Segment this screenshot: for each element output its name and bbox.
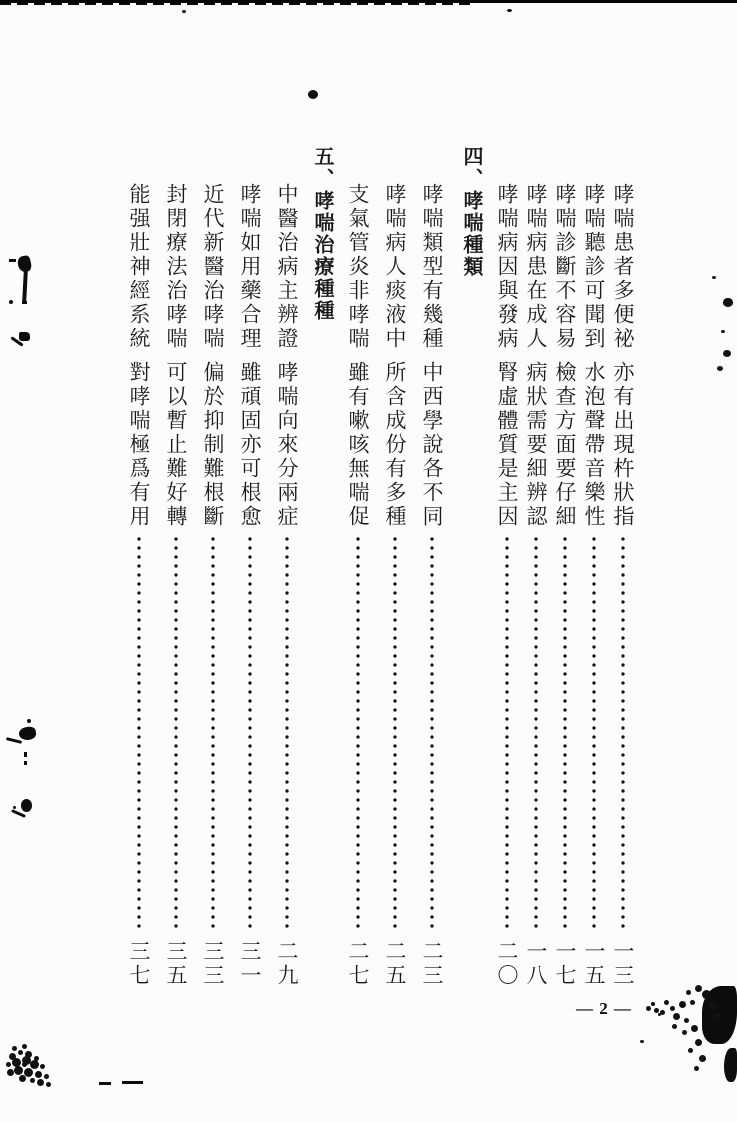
scan-speck bbox=[22, 301, 27, 304]
dotted-leader bbox=[248, 537, 252, 933]
section-heading-text: 五、哮喘治療種種 bbox=[311, 146, 333, 322]
entry-page-number: 三五 bbox=[164, 940, 188, 988]
entry-page-number: 一五 bbox=[582, 940, 606, 988]
scan-bottom-left-speckles bbox=[22, 1062, 27, 1067]
scan-speck bbox=[13, 806, 16, 809]
dotted-leader bbox=[174, 537, 178, 933]
toc-entry bbox=[376, 146, 413, 988]
scan-ink-blob bbox=[18, 726, 37, 741]
scan-speck bbox=[9, 300, 13, 304]
scan-speck bbox=[99, 1082, 111, 1085]
entry-line-2: 雖有嗽咳無喘促 bbox=[346, 361, 370, 529]
scan-bottom-right-speckles bbox=[690, 1000, 695, 1005]
scan-speck bbox=[122, 1081, 143, 1084]
toc-entry bbox=[157, 146, 194, 988]
entry-line-2: 所含成份有多種 bbox=[383, 361, 407, 529]
table-of-contents bbox=[120, 146, 637, 988]
entry-line-2: 亦有出現杵狀指 bbox=[611, 361, 635, 529]
entry-page-number: 三七 bbox=[127, 940, 151, 988]
entry-page-number: 一八 bbox=[524, 940, 548, 988]
entry-line-1: 支氣管炎非哮喘 bbox=[346, 183, 370, 351]
scan-top-edge-strip-rough bbox=[0, 3, 470, 5]
toc-entry bbox=[339, 146, 376, 988]
toc-entry bbox=[492, 146, 521, 988]
toc-entry bbox=[194, 146, 231, 988]
entry-line-2: 檢查方面要仔細 bbox=[553, 361, 577, 529]
section-heading-text: 四、哮喘種類 bbox=[460, 146, 482, 278]
entry-line-1: 哮喘病人痰液中 bbox=[383, 183, 407, 351]
dotted-leader bbox=[592, 537, 596, 933]
scan-speck bbox=[640, 1040, 644, 1043]
page-number-footer: — 2 — bbox=[576, 999, 632, 1018]
entry-line-2: 水泡聲帶音樂性 bbox=[582, 361, 606, 529]
scan-speck bbox=[24, 752, 27, 757]
entry-page-number: 一三 bbox=[611, 940, 635, 988]
scan-speck bbox=[9, 259, 16, 262]
toc-section-heading bbox=[450, 146, 492, 988]
entry-line-2: 雖頑固亦可根愈 bbox=[238, 361, 262, 529]
entry-line-1: 哮喘患者多便祕 bbox=[611, 183, 635, 351]
scan-ink-blob bbox=[19, 332, 30, 341]
scan-ink-blob bbox=[21, 799, 32, 812]
entry-line-2: 哮喘向來分兩症 bbox=[275, 361, 299, 529]
scan-ink-streak bbox=[6, 737, 22, 744]
dotted-leader bbox=[505, 537, 509, 933]
entry-line-2: 對哮喘極爲有用 bbox=[127, 361, 151, 529]
scan-bottom-right-blob-tail bbox=[724, 1048, 737, 1082]
toc-entry bbox=[521, 146, 550, 988]
scan-ink-streak bbox=[22, 270, 28, 303]
toc-entry bbox=[268, 146, 305, 988]
scan-bottom-right-blob bbox=[702, 986, 737, 1044]
dotted-leader bbox=[430, 537, 434, 933]
dotted-leader bbox=[285, 537, 289, 933]
entry-page-number: 二三 bbox=[420, 940, 444, 988]
entry-page-number: 二〇 bbox=[495, 940, 519, 988]
entry-line-1: 近代新醫治哮喘 bbox=[201, 183, 225, 351]
scan-ink-dot bbox=[308, 90, 318, 99]
entry-line-1: 哮喘診斷不容易 bbox=[553, 183, 577, 351]
toc-entry bbox=[120, 146, 157, 988]
toc-entry bbox=[608, 146, 637, 988]
dotted-leader bbox=[534, 537, 538, 933]
entry-line-1: 哮喘病因與發病 bbox=[495, 183, 519, 351]
toc-section-heading bbox=[305, 146, 339, 988]
entry-line-2: 中西學說各不同 bbox=[420, 361, 444, 529]
dotted-leader bbox=[137, 537, 141, 933]
toc-entry bbox=[231, 146, 268, 988]
entry-line-1: 封閉療法治哮喘 bbox=[164, 183, 188, 351]
scan-speck bbox=[507, 9, 512, 12]
entry-page-number: 三一 bbox=[238, 940, 262, 988]
scan-speck bbox=[182, 10, 186, 13]
toc-entry bbox=[550, 146, 579, 988]
scan-speck bbox=[658, 1013, 661, 1016]
entry-line-1: 能强壯神經系統 bbox=[127, 183, 151, 351]
dotted-leader bbox=[563, 537, 567, 933]
dotted-leader bbox=[621, 537, 625, 933]
entry-line-1: 哮喘病患在成人 bbox=[524, 183, 548, 351]
entry-line-1: 哮喘如用藥合理 bbox=[238, 183, 262, 351]
entry-line-1: 哮喘聽診可聞到 bbox=[582, 183, 606, 351]
toc-entry bbox=[413, 146, 450, 988]
entry-page-number: 一七 bbox=[553, 940, 577, 988]
toc-entry bbox=[579, 146, 608, 988]
entry-page-number: 二九 bbox=[275, 940, 299, 988]
entry-line-2: 腎虛體質是主因 bbox=[495, 361, 519, 529]
entry-page-number: 二七 bbox=[346, 940, 370, 988]
entry-line-1: 哮喘類型有幾種 bbox=[420, 183, 444, 351]
entry-line-2: 病狀需要細辨認 bbox=[524, 361, 548, 529]
entry-page-number: 三三 bbox=[201, 940, 225, 988]
scan-right-margin-specks bbox=[712, 276, 716, 279]
entry-line-2: 可以暫止難好轉 bbox=[164, 361, 188, 529]
dotted-leader bbox=[393, 537, 397, 933]
dotted-leader bbox=[211, 537, 215, 933]
entry-page-number: 二五 bbox=[383, 940, 407, 988]
entry-line-2: 偏於抑制難根斷 bbox=[201, 361, 225, 529]
entry-line-1: 中醫治病主辨證 bbox=[275, 183, 299, 351]
scan-speck bbox=[24, 761, 27, 765]
scan-speck bbox=[27, 719, 31, 723]
dotted-leader bbox=[356, 537, 360, 933]
